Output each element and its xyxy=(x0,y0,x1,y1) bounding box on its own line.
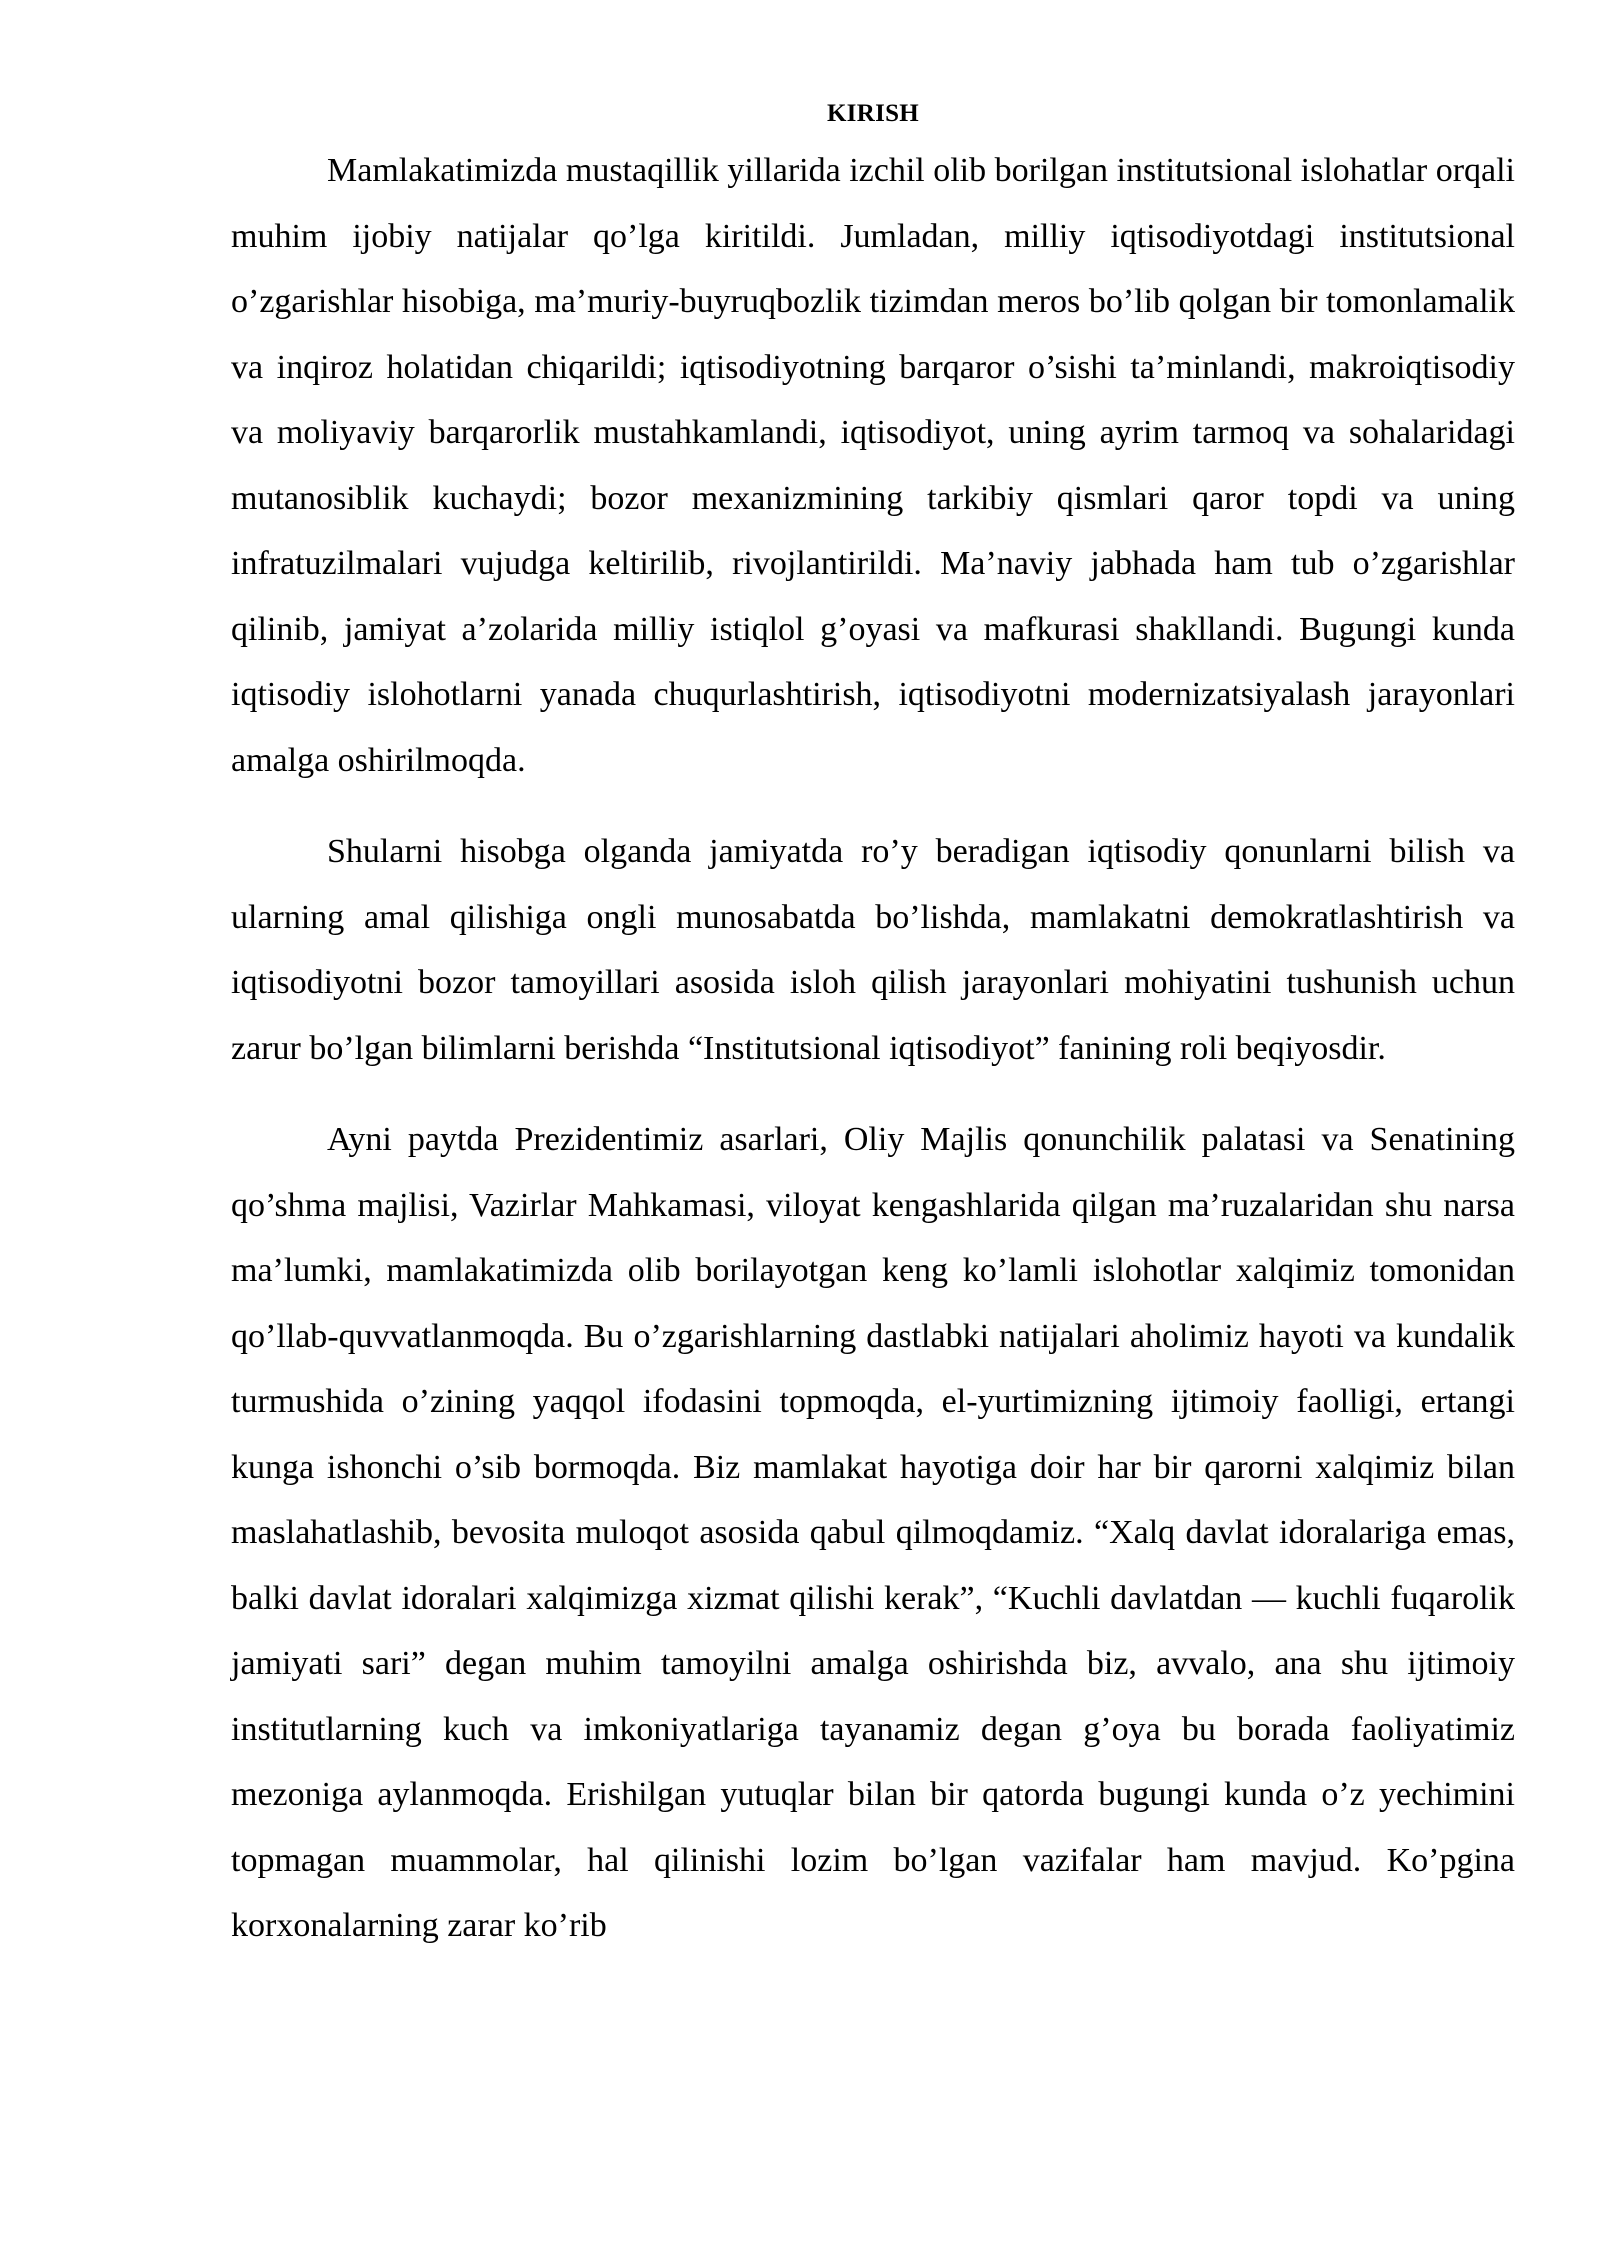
paragraph-3: Ayni paytda Prezidentimiz asarlari, Oliy Majlis qonunchilik palatasi va Senatining qo’shma majlisi, Vazirlar Mahkamasi, viloyat kengashlarida qilgan ma’ruzalaridan shu narsa ma’lumki, mamlakatimizda olib borilayotgan keng ko’lamli islohotlar xalqimiz tomonidan qo’llab-quvvatlanmoqda. Bu o’zgarishlarning dastlabki natijalari aholimiz hayoti va kundalik turmushida o’zining yaqqol ifodasini topmoqda, el-yurtimizning ijtimoiy faolligi, ertangi kunga ishonchi o’sib bormoqda. Biz mamlakat hayotiga doir har bir qarorni xalqimiz bilan maslahatlashib, bevosita muloqot asosida qabul qilmoqdamiz. “Xalq davlat idoralariga emas, balki davlat idoralari xalqimizga xizmat qilishi kerak”, “Kuchli davlatdan — kuchli fuqarolik jamiyati sari” degan muhim tamoyilni amalga oshirishda biz, avvalo, ana shu ijtimoiy institutlarning kuch va imkoniyatlariga tayanamiz degan g’oya bu borada faoliyatimiz mezoniga aylanmoqda. Erishilgan yutuqlar bilan bir qatorda bugungi kunda o’z yechimini topmagan muammolar, hal qilinishi lozim bo’lgan vazifalar ham mavjud. Ko’pgina korxonalarning zarar ko’rib xyxy=(231,1121,1515,1944)
section-heading: KIRISH xyxy=(826,100,920,127)
paragraph-2: Shularni hisobga olganda jamiyatda ro’y beradigan iqtisodiy qonunlarni bilish va ularning amal qilishiga ongli munosabatda bo’lishda, mamlakatni demokratlashtirish va iqtisodiyotni bozor tamoyillari asosida isloh qilish jarayonlari mohiyatini tushunish uchun zarur bo’lgan bilimlarni berishda “Institutsional iqtisodiyot” fanining roli beqiyosdir. xyxy=(231,833,1515,1067)
page-content xyxy=(231,96,1515,1959)
paragraph-1: Mamlakatimizda mustaqillik yillarida izchil olib borilgan institutsional islohatlar orqali muhim ijobiy natijalar qo’lga kiritildi. Jumladan, milliy iqtisodiyotdagi institutsional o’zgarishlar hisobiga, ma’muriy-buyruqbozlik tizimdan meros bo’lib qolgan bir tomonlamalik va inqiroz holatidan chiqarildi; iqtisodiyotning barqaror o’sishi ta’minlandi, makroiqtisodiy va moliyaviy barqarorlik mustahkamlandi, iqtisodiyot, uning ayrim tarmoq va sohalaridagi mutanosiblik kuchaydi; bozor mexanizmining tarkibiy qismlari qaror topdi va uning infratuzilmalari vujudga keltirilib, rivojlantirildi. Ma’naviy jabhada ham tub o’zgarishlar qilinib, jamiyat a’zolarida milliy istiqlol g’oyasi va mafkurasi shakllandi. Bugungi kunda iqtisodiy islohotlarni yanada chuqurlashtirish, iqtisodiyotni modernizatsiyalash jarayonlari amalga oshirilmoqda. xyxy=(231,152,1515,779)
